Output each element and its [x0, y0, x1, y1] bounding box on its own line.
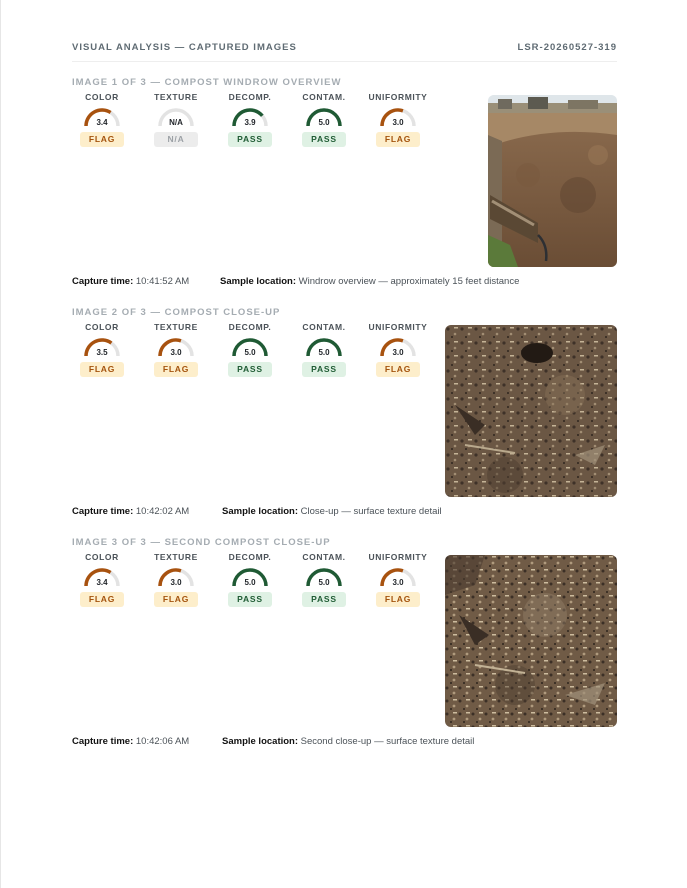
- score-gauge: [154, 105, 198, 129]
- metric-uniformity: [368, 552, 428, 607]
- score-gauge: [154, 565, 198, 589]
- score-gauge: [302, 335, 346, 359]
- metric-texture: [146, 322, 206, 377]
- svg-text:N/A: N/A: [169, 118, 183, 127]
- status-badge: FLAG: [154, 362, 198, 377]
- metric-label: UNIFORMITY: [368, 322, 428, 332]
- metric-decomp: [220, 552, 280, 607]
- capture-time-value: 10:42:06 AM: [135, 736, 190, 747]
- status-badge: FLAG: [80, 362, 124, 377]
- metric-label: COLOR: [85, 92, 119, 102]
- metric-contam: [294, 322, 354, 377]
- metric-texture: [146, 552, 206, 607]
- score-gauge: [376, 565, 420, 589]
- metric-color: [72, 552, 132, 607]
- score-gauge: [376, 335, 420, 359]
- score-gauge: [154, 335, 198, 359]
- status-badge: PASS: [228, 592, 272, 607]
- image-caption: [72, 736, 475, 747]
- sample-location-label: Sample location:: [222, 506, 299, 517]
- svg-text:5.0: 5.0: [244, 578, 256, 587]
- metric-label: DECOMP.: [228, 552, 272, 562]
- status-badge: FLAG: [80, 592, 124, 607]
- score-gauge: [80, 105, 124, 129]
- score-gauge: [376, 105, 420, 129]
- svg-text:5.0: 5.0: [318, 118, 330, 127]
- report-header: [72, 42, 617, 62]
- svg-text:3.4: 3.4: [96, 118, 108, 127]
- compost-windrow-photo: [488, 95, 617, 267]
- metric-label: COLOR: [85, 552, 119, 562]
- status-badge: PASS: [302, 362, 346, 377]
- score-gauge: [228, 565, 272, 589]
- metric-label: TEXTURE: [154, 322, 198, 332]
- image-section-2: [72, 307, 617, 522]
- sample-location-label: Sample location:: [222, 736, 299, 747]
- metric-decomp: [220, 92, 280, 147]
- image-title: IMAGE 3 OF 3 — SECOND COMPOST CLOSE-UP: [72, 537, 331, 548]
- status-badge: PASS: [228, 362, 272, 377]
- metric-uniformity: [368, 92, 428, 147]
- metric-label: TEXTURE: [154, 92, 198, 102]
- status-badge: N/A: [154, 132, 198, 147]
- metric-label: UNIFORMITY: [368, 552, 428, 562]
- sample-location-value: Second close-up — surface texture detail: [300, 736, 475, 747]
- compost-second-closeup-photo: [445, 555, 617, 727]
- metric-color: [72, 322, 132, 377]
- score-gauge: [228, 105, 272, 129]
- svg-text:3.0: 3.0: [170, 578, 182, 587]
- image-section-3: [72, 537, 617, 752]
- image-section-1: [72, 77, 617, 292]
- status-badge: PASS: [228, 132, 272, 147]
- svg-text:3.9: 3.9: [244, 118, 256, 127]
- metric-label: COLOR: [85, 322, 119, 332]
- sample-location-value: Windrow overview — approximately 15 feet distance: [298, 276, 520, 287]
- report-id: LSR-20260527-319: [517, 42, 617, 53]
- svg-text:3.5: 3.5: [96, 348, 108, 357]
- metric-label: UNIFORMITY: [368, 92, 428, 102]
- score-gauge: [80, 335, 124, 359]
- image-caption: [72, 506, 442, 517]
- image-caption: [72, 276, 520, 287]
- svg-text:3.0: 3.0: [392, 118, 404, 127]
- score-gauge: [80, 565, 124, 589]
- status-badge: FLAG: [80, 132, 124, 147]
- metric-color: [72, 92, 132, 147]
- svg-text:3.4: 3.4: [96, 578, 108, 587]
- metric-label: DECOMP.: [228, 322, 272, 332]
- capture-time-label: Capture time:: [72, 736, 134, 747]
- svg-text:5.0: 5.0: [318, 348, 330, 357]
- compost-closeup-photo: [445, 325, 617, 497]
- status-badge: PASS: [302, 132, 346, 147]
- capture-time-label: Capture time:: [72, 276, 134, 287]
- section-heading: VISUAL ANALYSIS — CAPTURED IMAGES: [72, 42, 297, 53]
- metric-contam: [294, 552, 354, 607]
- status-badge: FLAG: [154, 592, 198, 607]
- metric-contam: [294, 92, 354, 147]
- score-gauge: [302, 105, 346, 129]
- metric-label: CONTAM.: [302, 552, 346, 562]
- status-badge: FLAG: [376, 132, 420, 147]
- sample-location-label: Sample location:: [220, 276, 297, 287]
- metric-uniformity: [368, 322, 428, 377]
- svg-text:3.0: 3.0: [392, 578, 404, 587]
- image-title: IMAGE 1 OF 3 — COMPOST WINDROW OVERVIEW: [72, 77, 342, 88]
- metric-texture: [146, 92, 206, 147]
- status-badge: FLAG: [376, 362, 420, 377]
- status-badge: PASS: [302, 592, 346, 607]
- svg-text:5.0: 5.0: [244, 348, 256, 357]
- sample-location-value: Close-up — surface texture detail: [300, 506, 442, 517]
- metric-label: DECOMP.: [228, 92, 272, 102]
- capture-time-value: 10:42:02 AM: [135, 506, 190, 517]
- capture-time-value: 10:41:52 AM: [135, 276, 190, 287]
- svg-text:3.0: 3.0: [392, 348, 404, 357]
- svg-text:5.0: 5.0: [318, 578, 330, 587]
- image-title: IMAGE 2 OF 3 — COMPOST CLOSE-UP: [72, 307, 281, 318]
- metric-label: CONTAM.: [302, 92, 346, 102]
- status-badge: FLAG: [376, 592, 420, 607]
- page-edge: [0, 0, 1, 888]
- metric-label: TEXTURE: [154, 552, 198, 562]
- capture-time-label: Capture time:: [72, 506, 134, 517]
- score-gauge: [302, 565, 346, 589]
- metric-decomp: [220, 322, 280, 377]
- metric-label: CONTAM.: [302, 322, 346, 332]
- score-gauge: [228, 335, 272, 359]
- svg-text:3.0: 3.0: [170, 348, 182, 357]
